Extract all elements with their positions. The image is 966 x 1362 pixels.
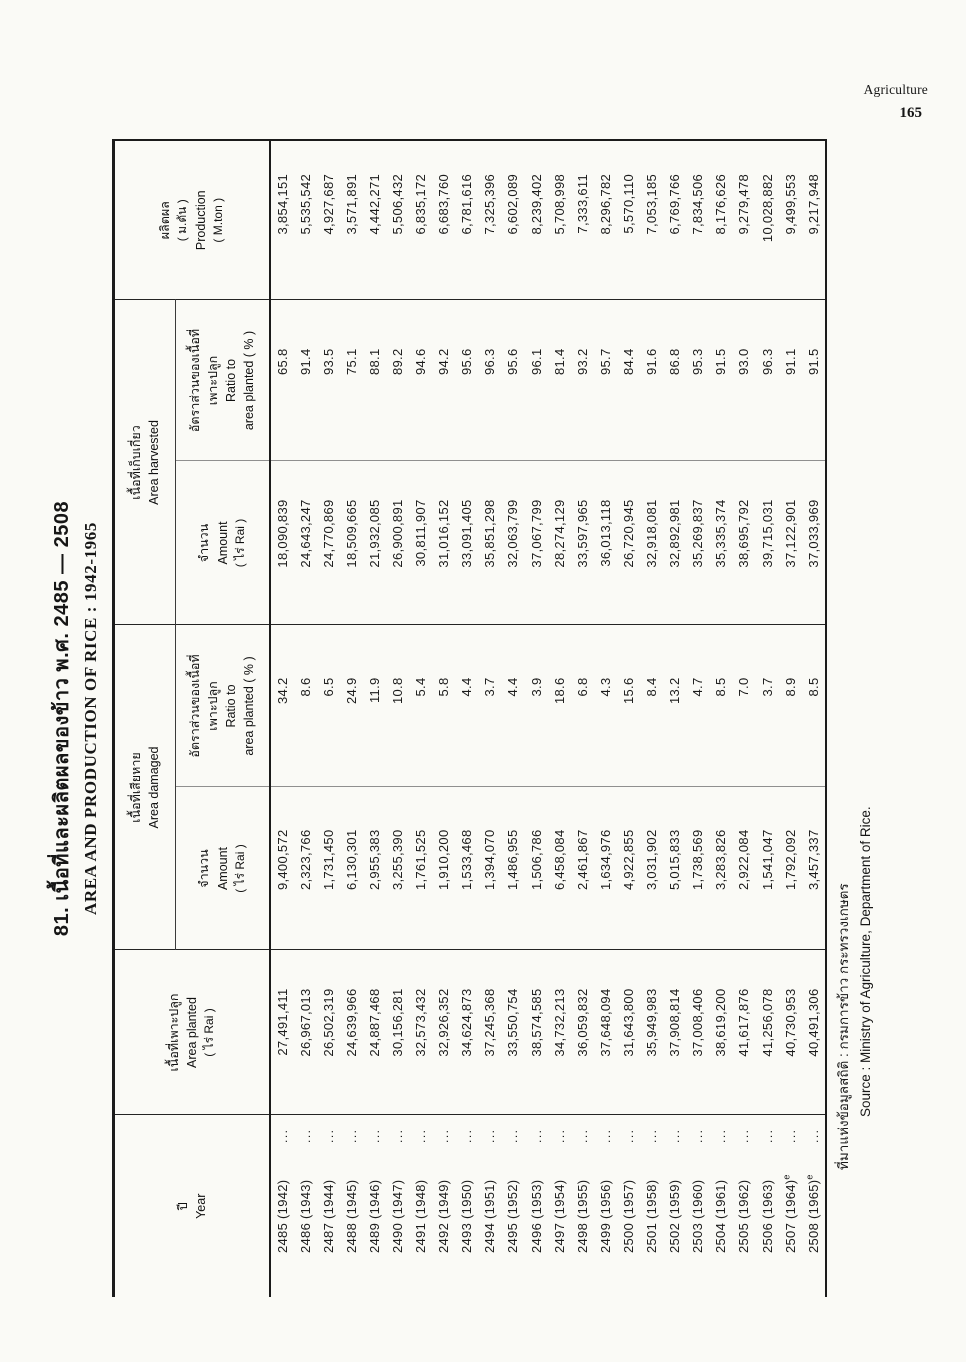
year-label: 2488 (1945) [343,1179,359,1253]
year-label: 2489 (1946) [366,1179,382,1253]
cell-harvested_amount: 24,770,869 [317,461,340,625]
cell-harvested_amount: 33,597,965 [571,461,594,625]
cell-year [478,1115,501,1297]
cell-damaged_ratio: 6.5 [317,625,340,787]
year-label: 2502 (1959) [667,1179,683,1253]
cell-planted: 32,926,352 [432,950,455,1115]
cell-year [686,1115,709,1297]
dotted-leader: ... [344,1128,359,1144]
cell-damaged_amount: 5,015,833 [663,787,686,950]
cell-year [294,1115,317,1297]
cell-year [409,1115,432,1297]
cell-year [432,1115,455,1297]
year-label: 2486 (1943) [297,1179,313,1253]
cell-damaged_ratio: 5.4 [409,625,432,787]
cell-damaged_ratio: 3.9 [525,625,548,787]
cell-production: 9,217,948 [802,140,826,300]
cell-harvested_ratio: 96.3 [755,300,778,461]
table-row [686,140,709,1297]
cell-production: 6,769,766 [663,140,686,300]
table-title-english: AREA AND PRODUCTION OF RICE : 1942-1965 [81,522,100,916]
dotted-leader: ... [714,1128,729,1144]
dotted-leader: ... [321,1128,336,1144]
cell-year [663,1115,686,1297]
year-label: 2492 (1949) [436,1179,452,1253]
cell-year [709,1115,732,1297]
table-row [270,140,294,1297]
estimate-note: e [804,1174,815,1180]
table-row [363,140,386,1297]
cell-production: 5,570,110 [617,140,640,300]
cell-production: 6,835,172 [409,140,432,300]
header-area-harvested: เนื้อที่เก็บเกี่ยว Area harvested [114,300,176,625]
dotted-leader: ... [298,1128,313,1144]
cell-damaged_amount: 1,738,569 [686,787,709,950]
cell-damaged_amount: 1,761,525 [409,787,432,950]
dotted-leader: ... [391,1128,406,1144]
cell-damaged_amount: 3,283,826 [709,787,732,950]
table-row [294,140,317,1297]
cell-year [617,1115,640,1297]
table-title-thai: 81. เนื้อที่และผลิตผลของข้าว พ.ศ. 2485 — 2508 [51,500,73,937]
cell-damaged_ratio: 8.4 [640,625,663,787]
cell-production: 6,781,616 [455,140,478,300]
cell-damaged_ratio: 24.9 [340,625,363,787]
dotted-leader: ... [483,1128,498,1144]
cell-year [640,1115,663,1297]
table-row [802,140,826,1297]
cell-production: 5,708,998 [548,140,571,300]
table-row [617,140,640,1297]
cell-harvested_amount: 36,013,118 [594,461,617,625]
cell-harvested_ratio: 88.1 [363,300,386,461]
dotted-leader: ... [598,1128,613,1144]
table-row [386,140,409,1297]
dotted-leader: ... [275,1128,290,1144]
header-damaged-ratio: อัตราส่วนของเนื้อที่ เพาะปลูก Ratio to area planted ( % ) [176,625,270,787]
cell-production: 5,535,542 [294,140,317,300]
cell-harvested_amount: 26,900,891 [386,461,409,625]
cell-year [340,1115,363,1297]
cell-year [802,1115,826,1297]
cell-planted: 38,574,585 [525,950,548,1115]
dotted-leader: ... [414,1128,429,1144]
cell-harvested_ratio: 96.3 [478,300,501,461]
table-row [640,140,663,1297]
year-label: 2504 (1961) [713,1179,729,1253]
cell-harvested_ratio: 94.6 [409,300,432,461]
header-year: ปี Year [175,1193,208,1219]
dotted-leader: ... [737,1128,752,1144]
dotted-leader: ... [552,1128,567,1144]
table-header [114,140,270,1297]
source-english: Source : Ministry of Agriculture, Department of Rice. [858,806,873,1117]
cell-planted: 31,643,800 [617,950,640,1115]
cell-production: 8,296,782 [594,140,617,300]
dotted-leader: ... [529,1128,544,1144]
cell-damaged_amount: 3,031,902 [640,787,663,950]
cell-year [732,1115,755,1297]
cell-damaged_ratio: 10.8 [386,625,409,787]
cell-harvested_ratio: 93.0 [732,300,755,461]
cell-damaged_amount: 3,457,337 [802,787,826,950]
cell-year [594,1115,617,1297]
cell-year [571,1115,594,1297]
dotted-leader: ... [645,1128,660,1144]
cell-harvested_amount: 38,695,792 [732,461,755,625]
cell-damaged_ratio: 13.2 [663,625,686,787]
cell-damaged_amount: 9,400,572 [270,787,294,950]
cell-planted: 34,732,213 [548,950,571,1115]
cell-harvested_amount: 32,918,081 [640,461,663,625]
cell-damaged_ratio: 3.7 [755,625,778,787]
header-harvested-ratio: อัตราส่วนของเนื้อที่ เพาะปลูก Ratio to area planted ( % ) [176,300,270,461]
year-label: 2499 (1956) [597,1179,613,1253]
cell-year [525,1115,548,1297]
year-label: 2508 $(1965)^e$ [804,1174,821,1253]
dotted-leader: ... [437,1128,452,1144]
cell-harvested_amount: 35,851,298 [478,461,501,625]
cell-harvested_ratio: 93.2 [571,300,594,461]
cell-damaged_amount: 1,910,200 [432,787,455,950]
table-row [732,140,755,1297]
cell-planted: 37,008,406 [686,950,709,1115]
header-harvested-amount: จำนวน Amount ( ไร่ Rai ) [176,461,270,625]
cell-harvested_amount: 32,063,799 [501,461,524,625]
cell-year [270,1115,294,1297]
cell-damaged_ratio: 8.9 [779,625,802,787]
cell-damaged_amount: 1,541,047 [755,787,778,950]
dotted-leader: ... [806,1128,821,1144]
table-row [432,140,455,1297]
cell-damaged_ratio: 8.5 [802,625,826,787]
cell-harvested_ratio: 91.5 [709,300,732,461]
header-area-damaged: เนื้อที่เสียหาย Area damaged [114,625,176,950]
cell-damaged_amount: 1,792,092 [779,787,802,950]
statistics-table [112,139,827,1297]
cell-damaged_ratio: 8.5 [709,625,732,787]
cell-damaged_ratio: 5.8 [432,625,455,787]
section-label: Agriculture [863,82,928,97]
table-row [501,140,524,1297]
cell-damaged_amount: 1,486,955 [501,787,524,950]
cell-damaged_amount: 4,922,855 [617,787,640,950]
cell-planted: 41,617,876 [732,950,755,1115]
cell-damaged_amount: 2,461,867 [571,787,594,950]
cell-damaged_amount: 1,394,070 [478,787,501,950]
header-damaged-amount: จำนวน Amount ( ไร่ Rai ) [176,787,270,950]
cell-year [455,1115,478,1297]
year-label: 2505 (1962) [736,1179,752,1253]
cell-planted: 37,648,094 [594,950,617,1115]
dotted-leader: ... [783,1128,798,1144]
cell-harvested_ratio: 89.2 [386,300,409,461]
table-body [270,140,826,1297]
cell-production: 6,683,760 [432,140,455,300]
table-row [548,140,571,1297]
dotted-leader: ... [760,1128,775,1144]
year-label: 2487 (1944) [320,1179,336,1253]
table-row [478,140,501,1297]
cell-harvested_amount: 21,932,085 [363,461,386,625]
dotted-leader: ... [367,1128,382,1144]
cell-harvested_amount: 30,811,907 [409,461,432,625]
cell-damaged_amount: 1,506,786 [525,787,548,950]
cell-planted: 27,491,411 [270,950,294,1115]
cell-harvested_amount: 33,091,405 [455,461,478,625]
table-row [340,140,363,1297]
cell-production: 4,442,271 [363,140,386,300]
cell-year [317,1115,340,1297]
cell-production: 4,927,687 [317,140,340,300]
cell-production: 9,499,553 [779,140,802,300]
cell-damaged_amount: 2,955,383 [363,787,386,950]
cell-year [779,1115,802,1297]
cell-harvested_ratio: 91.1 [779,300,802,461]
cell-harvested_amount: 35,269,837 [686,461,709,625]
cell-damaged_ratio: 7.0 [732,625,755,787]
year-label: 2503 (1960) [690,1179,706,1253]
table-row [709,140,732,1297]
year-label: 2494 (1951) [482,1179,498,1253]
cell-harvested_amount: 37,033,969 [802,461,826,625]
cell-planted: 40,491,306 [802,950,826,1115]
cell-harvested_amount: 18,090,839 [270,461,294,625]
year-label: 2500 (1957) [620,1179,636,1253]
table-row [317,140,340,1297]
cell-production: 6,602,089 [501,140,524,300]
cell-planted: 41,256,078 [755,950,778,1115]
dotted-leader: ... [621,1128,636,1144]
cell-production: 8,239,402 [525,140,548,300]
cell-production: 10,028,882 [755,140,778,300]
year-label: 2485 (1942) [274,1179,290,1253]
cell-harvested_ratio: 91.5 [802,300,826,461]
estimate-note: e [781,1174,792,1180]
cell-damaged_ratio: 4.3 [594,625,617,787]
cell-planted: 26,502,319 [317,950,340,1115]
cell-damaged_ratio: 34.2 [270,625,294,787]
cell-production: 7,053,185 [640,140,663,300]
cell-damaged_amount: 1,533,468 [455,787,478,950]
year-label: 2491 (1948) [413,1179,429,1253]
cell-damaged_ratio: 11.9 [363,625,386,787]
cell-damaged_amount: 1,731,450 [317,787,340,950]
table-row [455,140,478,1297]
cell-year [501,1115,524,1297]
cell-production: 3,571,891 [340,140,363,300]
cell-planted: 33,550,754 [501,950,524,1115]
table-row [409,140,432,1297]
year-label: 2506 (1963) [759,1179,775,1253]
header-production: ผลิตผล ( ม.ตัน ) Production ( M.ton ) [114,140,270,300]
cell-planted: 24,887,468 [363,950,386,1115]
year-label: 2498 (1955) [574,1179,590,1253]
cell-harvested_ratio: 65.8 [270,300,294,461]
cell-harvested_amount: 26,720,945 [617,461,640,625]
cell-production: 3,854,151 [270,140,294,300]
cell-production: 9,279,478 [732,140,755,300]
cell-production: 7,333,611 [571,140,594,300]
cell-damaged_amount: 2,323,766 [294,787,317,950]
cell-harvested_ratio: 95.6 [455,300,478,461]
cell-harvested_amount: 35,335,374 [709,461,732,625]
table-row [755,140,778,1297]
header-area-planted: เนื้อที่เพาะปลูก Area planted ( ไร่ Rai ) [114,950,270,1115]
dotted-leader: ... [506,1128,521,1144]
cell-damaged_ratio: 4.4 [455,625,478,787]
cell-damaged_ratio: 4.4 [501,625,524,787]
year-label: 2490 (1947) [390,1179,406,1253]
cell-harvested_amount: 37,067,799 [525,461,548,625]
cell-damaged_amount: 2,922,084 [732,787,755,950]
dotted-leader: ... [668,1128,683,1144]
cell-harvested_ratio: 84.4 [617,300,640,461]
cell-harvested_ratio: 96.1 [525,300,548,461]
page-number: 165 [899,105,922,121]
cell-harvested_ratio: 75.1 [340,300,363,461]
cell-production: 7,834,506 [686,140,709,300]
cell-year [386,1115,409,1297]
cell-planted: 32,573,432 [409,950,432,1115]
cell-harvested_ratio: 91.6 [640,300,663,461]
cell-harvested_amount: 24,643,247 [294,461,317,625]
cell-damaged_ratio: 18.6 [548,625,571,787]
cell-harvested_ratio: 95.7 [594,300,617,461]
table-row [571,140,594,1297]
cell-planted: 34,624,873 [455,950,478,1115]
cell-planted: 35,949,983 [640,950,663,1115]
cell-harvested_amount: 37,122,901 [779,461,802,625]
cell-harvested_amount: 18,509,665 [340,461,363,625]
cell-damaged_ratio: 4.7 [686,625,709,787]
year-label: 2493 (1950) [459,1179,475,1253]
cell-damaged_amount: 1,634,976 [594,787,617,950]
cell-planted: 38,619,200 [709,950,732,1115]
cell-damaged_amount: 6,458,084 [548,787,571,950]
cell-harvested_amount: 39,715,031 [755,461,778,625]
cell-planted: 26,967,013 [294,950,317,1115]
table-row [594,140,617,1297]
year-label: 2495 (1952) [505,1179,521,1253]
table-row [779,140,802,1297]
cell-harvested_amount: 31,016,152 [432,461,455,625]
cell-planted: 30,156,281 [386,950,409,1115]
cell-harvested_ratio: 95.6 [501,300,524,461]
cell-harvested_ratio: 81.4 [548,300,571,461]
dotted-leader: ... [575,1128,590,1144]
table-title [45,140,101,1297]
dotted-leader: ... [460,1128,475,1144]
cell-damaged_ratio: 8.6 [294,625,317,787]
cell-harvested_amount: 28,274,129 [548,461,571,625]
cell-damaged_ratio: 15.6 [617,625,640,787]
cell-harvested_ratio: 95.3 [686,300,709,461]
cell-harvested_ratio: 91.4 [294,300,317,461]
table-row [525,140,548,1297]
year-label: 2501 (1958) [644,1179,660,1253]
rotated-table-layer [45,20,925,1340]
table-row [663,140,686,1297]
cell-damaged_ratio: 3.7 [478,625,501,787]
cell-year [755,1115,778,1297]
year-label: 2496 (1953) [528,1179,544,1253]
cell-planted: 36,059,832 [571,950,594,1115]
cell-damaged_amount: 3,255,390 [386,787,409,950]
cell-planted: 37,245,368 [478,950,501,1115]
cell-damaged_ratio: 6.8 [571,625,594,787]
cell-year [548,1115,571,1297]
cell-damaged_amount: 6,130,301 [340,787,363,950]
year-label: 2507 $(1964)^e$ [781,1174,798,1253]
cell-production: 8,176,626 [709,140,732,300]
year-label: 2497 (1954) [551,1179,567,1253]
cell-planted: 37,908,814 [663,950,686,1115]
cell-year [363,1115,386,1297]
cell-harvested_ratio: 94.2 [432,300,455,461]
source-thai: ที่มาแห่งข้อมูลสถิติ : กรมการข้าว กระทรวงเกษตร [836,883,851,1170]
cell-production: 7,325,396 [478,140,501,300]
cell-production: 5,506,432 [386,140,409,300]
cell-harvested_ratio: 93.5 [317,300,340,461]
cell-harvested_ratio: 86.8 [663,300,686,461]
cell-harvested_amount: 32,892,981 [663,461,686,625]
dotted-leader: ... [691,1128,706,1144]
cell-planted: 40,730,953 [779,950,802,1115]
cell-planted: 24,639,966 [340,950,363,1115]
